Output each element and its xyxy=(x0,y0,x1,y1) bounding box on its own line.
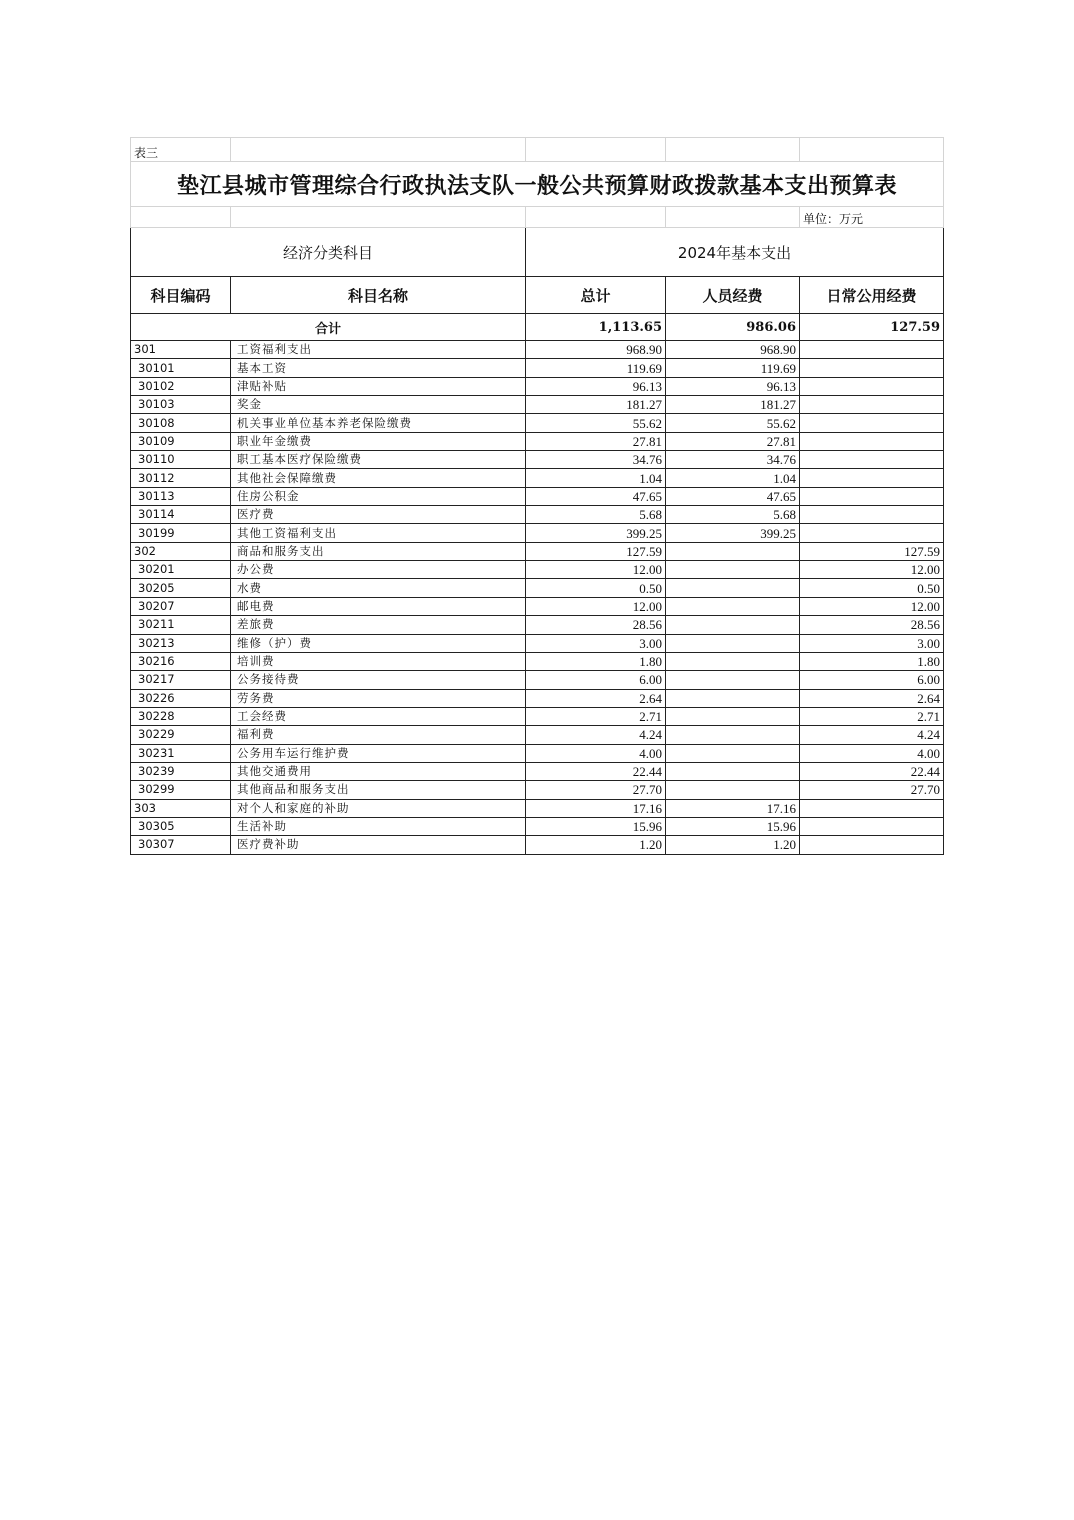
row-total: 47.65 xyxy=(526,487,666,505)
row-code: 302 xyxy=(131,542,231,560)
row-personnel xyxy=(666,689,800,707)
row-personnel: 96.13 xyxy=(666,377,800,395)
row-code: 30299 xyxy=(131,781,231,799)
header-code: 科目编码 xyxy=(131,277,231,314)
row-total: 4.24 xyxy=(526,726,666,744)
row-personnel xyxy=(666,781,800,799)
row-name: 办公费 xyxy=(231,561,526,579)
row-personnel xyxy=(666,542,800,560)
row-personnel xyxy=(666,561,800,579)
table-row xyxy=(131,396,944,414)
row-name: 住房公积金 xyxy=(231,487,526,505)
header-row-columns xyxy=(131,277,944,314)
row-total: 1.04 xyxy=(526,469,666,487)
row-personnel: 27.81 xyxy=(666,432,800,450)
row-name: 机关事业单位基本养老保险缴费 xyxy=(231,414,526,432)
row-name: 公务接待费 xyxy=(231,671,526,689)
total-label: 合计 xyxy=(131,314,526,341)
table-row xyxy=(131,817,944,835)
row-public: 2.71 xyxy=(800,707,944,725)
row-public xyxy=(800,341,944,359)
row-name: 职工基本医疗保险缴费 xyxy=(231,451,526,469)
row-personnel: 1.20 xyxy=(666,836,800,854)
row-total: 12.00 xyxy=(526,597,666,615)
row-personnel xyxy=(666,616,800,634)
row-name: 商品和服务支出 xyxy=(231,542,526,560)
row-name: 医疗费补助 xyxy=(231,836,526,854)
row-public xyxy=(800,377,944,395)
table-row xyxy=(131,414,944,432)
header-basic-expenditure: 2024年基本支出 xyxy=(526,228,944,277)
row-personnel xyxy=(666,707,800,725)
table-row xyxy=(131,506,944,524)
row-personnel xyxy=(666,671,800,689)
row-public xyxy=(800,396,944,414)
row-name: 医疗费 xyxy=(231,506,526,524)
header-economic-class: 经济分类科目 xyxy=(131,228,526,277)
row-public: 0.50 xyxy=(800,579,944,597)
row-personnel xyxy=(666,726,800,744)
unit-label: 单位：万元 xyxy=(800,207,944,228)
row-total: 22.44 xyxy=(526,762,666,780)
row-code: 30101 xyxy=(131,359,231,377)
row-personnel: 15.96 xyxy=(666,817,800,835)
page-title: 垫江县城市管理综合行政执法支队一般公共预算财政拨款基本支出预算表 xyxy=(131,162,944,207)
row-public xyxy=(800,836,944,854)
row-personnel: 181.27 xyxy=(666,396,800,414)
row-total: 2.71 xyxy=(526,707,666,725)
row-code: 30102 xyxy=(131,377,231,395)
row-personnel: 55.62 xyxy=(666,414,800,432)
row-personnel: 399.25 xyxy=(666,524,800,542)
table-row xyxy=(131,469,944,487)
row-name: 其他社会保障缴费 xyxy=(231,469,526,487)
row-personnel: 34.76 xyxy=(666,451,800,469)
row-code: 30201 xyxy=(131,561,231,579)
row-public: 127.59 xyxy=(800,542,944,560)
row-total: 181.27 xyxy=(526,396,666,414)
row-total: 0.50 xyxy=(526,579,666,597)
row-code: 30217 xyxy=(131,671,231,689)
row-name: 劳务费 xyxy=(231,689,526,707)
row-personnel: 17.16 xyxy=(666,799,800,817)
row-public xyxy=(800,506,944,524)
row-public: 3.00 xyxy=(800,634,944,652)
table-row xyxy=(131,707,944,725)
row-public: 12.00 xyxy=(800,597,944,615)
row-total: 399.25 xyxy=(526,524,666,542)
table-row xyxy=(131,597,944,615)
header-public: 日常公用经费 xyxy=(800,277,944,314)
row-name: 维修（护）费 xyxy=(231,634,526,652)
row-code: 30229 xyxy=(131,726,231,744)
row-code: 30110 xyxy=(131,451,231,469)
row-name: 工会经费 xyxy=(231,707,526,725)
row-personnel xyxy=(666,597,800,615)
row-name: 其他交通费用 xyxy=(231,762,526,780)
row-public xyxy=(800,451,944,469)
row-name: 津贴补贴 xyxy=(231,377,526,395)
row-public xyxy=(800,414,944,432)
table-row xyxy=(131,689,944,707)
table-tag-row xyxy=(131,138,944,162)
table-row xyxy=(131,836,944,854)
row-name: 水费 xyxy=(231,579,526,597)
unit-row xyxy=(131,207,944,228)
row-public xyxy=(800,359,944,377)
row-total: 1.20 xyxy=(526,836,666,854)
title-row xyxy=(131,162,944,207)
row-code: 30231 xyxy=(131,744,231,762)
row-public: 6.00 xyxy=(800,671,944,689)
row-public xyxy=(800,524,944,542)
row-personnel: 1.04 xyxy=(666,469,800,487)
row-name: 对个人和家庭的补助 xyxy=(231,799,526,817)
row-personnel: 119.69 xyxy=(666,359,800,377)
row-code: 30108 xyxy=(131,414,231,432)
table-row xyxy=(131,524,944,542)
header-personnel: 人员经费 xyxy=(666,277,800,314)
row-total: 17.16 xyxy=(526,799,666,817)
table-row xyxy=(131,671,944,689)
row-name: 福利费 xyxy=(231,726,526,744)
row-public xyxy=(800,487,944,505)
row-code: 30216 xyxy=(131,652,231,670)
row-personnel: 5.68 xyxy=(666,506,800,524)
total-amount: 1,113.65 xyxy=(526,314,666,341)
row-public: 4.24 xyxy=(800,726,944,744)
row-public: 27.70 xyxy=(800,781,944,799)
row-total: 34.76 xyxy=(526,451,666,469)
row-name: 差旅费 xyxy=(231,616,526,634)
row-name: 奖金 xyxy=(231,396,526,414)
budget-sheet xyxy=(130,137,943,855)
row-code: 30114 xyxy=(131,506,231,524)
row-personnel xyxy=(666,652,800,670)
table-row xyxy=(131,451,944,469)
row-total: 127.59 xyxy=(526,542,666,560)
row-public: 1.80 xyxy=(800,652,944,670)
table-tag: 表三 xyxy=(131,138,231,162)
table-row xyxy=(131,542,944,560)
row-total: 12.00 xyxy=(526,561,666,579)
row-personnel xyxy=(666,579,800,597)
row-name: 其他商品和服务支出 xyxy=(231,781,526,799)
row-public: 4.00 xyxy=(800,744,944,762)
row-name: 工资福利支出 xyxy=(231,341,526,359)
total-public: 127.59 xyxy=(800,314,944,341)
row-code: 30112 xyxy=(131,469,231,487)
row-code: 30239 xyxy=(131,762,231,780)
row-total: 4.00 xyxy=(526,744,666,762)
row-code: 30205 xyxy=(131,579,231,597)
table-row xyxy=(131,359,944,377)
row-total: 55.62 xyxy=(526,414,666,432)
row-public xyxy=(800,817,944,835)
table-row xyxy=(131,579,944,597)
table-row xyxy=(131,341,944,359)
table-row xyxy=(131,652,944,670)
row-personnel xyxy=(666,744,800,762)
row-total: 119.69 xyxy=(526,359,666,377)
row-total: 27.81 xyxy=(526,432,666,450)
row-code: 30228 xyxy=(131,707,231,725)
row-public: 12.00 xyxy=(800,561,944,579)
row-name: 邮电费 xyxy=(231,597,526,615)
table-row xyxy=(131,799,944,817)
row-code: 30199 xyxy=(131,524,231,542)
row-public: 28.56 xyxy=(800,616,944,634)
row-code: 30113 xyxy=(131,487,231,505)
table-row xyxy=(131,561,944,579)
table-row xyxy=(131,487,944,505)
row-personnel xyxy=(666,634,800,652)
table-row xyxy=(131,377,944,395)
row-total: 3.00 xyxy=(526,634,666,652)
row-total: 6.00 xyxy=(526,671,666,689)
row-total: 968.90 xyxy=(526,341,666,359)
row-total: 15.96 xyxy=(526,817,666,835)
row-total: 96.13 xyxy=(526,377,666,395)
row-personnel xyxy=(666,762,800,780)
header-row-group xyxy=(131,228,944,277)
row-name: 职业年金缴费 xyxy=(231,432,526,450)
row-public xyxy=(800,432,944,450)
row-total: 2.64 xyxy=(526,689,666,707)
row-code: 30213 xyxy=(131,634,231,652)
row-total: 1.80 xyxy=(526,652,666,670)
table-row xyxy=(131,744,944,762)
budget-table xyxy=(130,137,944,855)
row-code: 303 xyxy=(131,799,231,817)
row-code: 301 xyxy=(131,341,231,359)
row-total: 27.70 xyxy=(526,781,666,799)
row-code: 30307 xyxy=(131,836,231,854)
row-public: 22.44 xyxy=(800,762,944,780)
header-total: 总计 xyxy=(526,277,666,314)
total-row xyxy=(131,314,944,341)
table-row xyxy=(131,762,944,780)
row-code: 30211 xyxy=(131,616,231,634)
row-name: 公务用车运行维护费 xyxy=(231,744,526,762)
row-code: 30207 xyxy=(131,597,231,615)
row-personnel: 968.90 xyxy=(666,341,800,359)
row-code: 30226 xyxy=(131,689,231,707)
table-row xyxy=(131,726,944,744)
table-row xyxy=(131,634,944,652)
total-personnel: 986.06 xyxy=(666,314,800,341)
row-total: 5.68 xyxy=(526,506,666,524)
row-name: 生活补助 xyxy=(231,817,526,835)
row-code: 30103 xyxy=(131,396,231,414)
row-name: 基本工资 xyxy=(231,359,526,377)
row-name: 培训费 xyxy=(231,652,526,670)
row-public: 2.64 xyxy=(800,689,944,707)
row-public xyxy=(800,469,944,487)
row-name: 其他工资福利支出 xyxy=(231,524,526,542)
row-code: 30305 xyxy=(131,817,231,835)
row-personnel: 47.65 xyxy=(666,487,800,505)
header-name: 科目名称 xyxy=(231,277,526,314)
row-code: 30109 xyxy=(131,432,231,450)
table-row xyxy=(131,432,944,450)
row-public xyxy=(800,799,944,817)
table-row xyxy=(131,616,944,634)
table-row xyxy=(131,781,944,799)
row-total: 28.56 xyxy=(526,616,666,634)
